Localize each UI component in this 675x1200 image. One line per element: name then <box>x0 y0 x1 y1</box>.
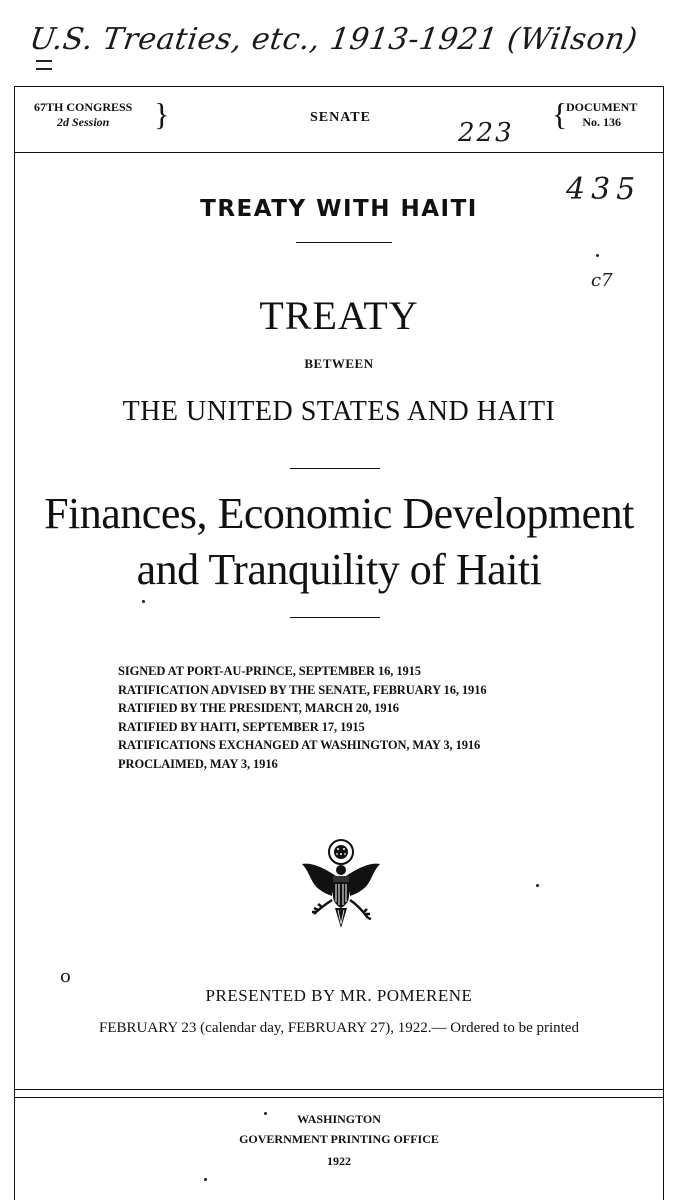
imprint-second-rule <box>14 1097 664 1098</box>
congress-session-label <box>34 100 132 130</box>
title-divider <box>296 242 392 243</box>
list-item: SIGNED AT PORT-AU-PRINCE, SEPTEMBER 16, 1915 <box>118 664 421 678</box>
imprint-year: 1922 <box>327 1154 351 1168</box>
document-number-label <box>566 100 637 130</box>
handwritten-mark-o: o <box>60 966 71 987</box>
list-item: RATIFIED BY HAITI, SEPTEMBER 17, 1915 <box>118 719 365 734</box>
presented-by-line: PRESENTED BY MR. POMERENE <box>205 986 473 1005</box>
handwritten-catalog-note: U.S. Treaties, etc., 1913-1921 (Wilson) <box>27 22 640 57</box>
list-item: RATIFICATION ADVISED BY THE SENATE, FEBRUARY 16, 1916 <box>118 682 487 697</box>
handwritten-mark-c7: c7 <box>591 270 613 291</box>
left-brace: } <box>154 96 170 132</box>
between-label: BETWEEN <box>304 356 374 371</box>
document-number: No. 136 <box>582 115 621 129</box>
imprint-city: WASHINGTON <box>297 1112 381 1126</box>
subject-divider <box>290 617 380 618</box>
list-item: RATIFICATIONS EXCHANGED AT WASHINGTON, MAY 3, 1916 <box>118 738 481 753</box>
page-title: TREATY WITH HAITI <box>200 196 478 222</box>
great-seal-eagle-icon <box>296 838 386 934</box>
scan-speck <box>596 254 599 257</box>
handwritten-double-underline <box>36 60 52 70</box>
chamber-label: SENATE <box>310 110 371 125</box>
imprint-office: GOVERNMENT PRINTING OFFICE <box>239 1132 439 1146</box>
congress-label: 67TH CONGRESS <box>34 100 133 114</box>
list-item: PROCLAIMED, MAY 3, 1916 <box>118 756 278 771</box>
order-dateline: FEBRUARY 23 (calendar day, FEBRUARY 27), 1922.— Ordered to be printed <box>99 1020 579 1036</box>
treaty-heading: TREATY <box>259 293 419 338</box>
scan-speck <box>536 884 539 887</box>
list-item: RATIFIED BY THE PRESIDENT, MARCH 20, 1916 <box>118 701 399 716</box>
scan-speck <box>204 1178 207 1181</box>
right-brace: { <box>552 96 568 132</box>
scan-speck <box>142 600 145 603</box>
parties-divider <box>290 468 380 469</box>
subject-heading-line1: Finances, Economic Development <box>44 489 634 538</box>
frame-top-rule <box>14 86 664 87</box>
session-label: 2d Session <box>57 115 110 129</box>
subject-heading-line2: and Tranquility of Haiti <box>136 545 542 594</box>
document-label: DOCUMENT <box>566 100 638 114</box>
handwritten-number-223: 223 <box>458 118 514 148</box>
imprint-top-rule <box>14 1089 664 1090</box>
header-bottom-rule <box>14 152 664 153</box>
treaty-events-list <box>118 662 487 774</box>
handwritten-number-435: 435 <box>566 172 642 207</box>
scan-speck <box>264 1112 267 1115</box>
parties-heading: THE UNITED STATES AND HAITI <box>122 396 556 427</box>
